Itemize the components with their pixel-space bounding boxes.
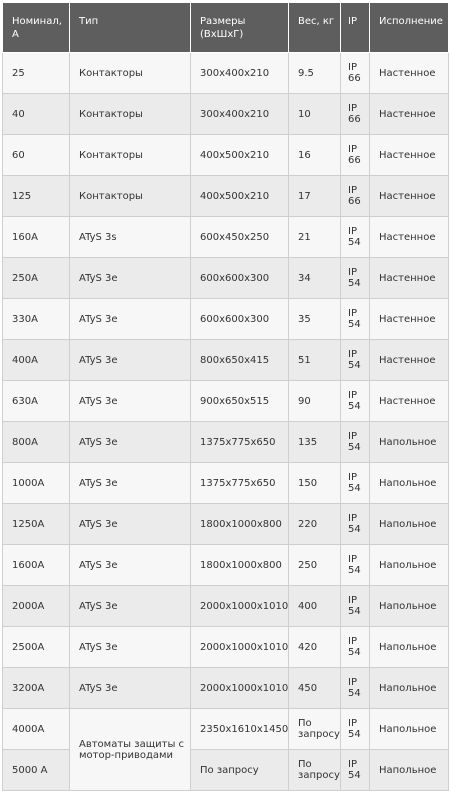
cell-dims: 800х650х415	[191, 340, 289, 381]
cell-dims: 300х400х210	[191, 94, 289, 135]
cell-dims: 600х450х250	[191, 217, 289, 258]
cell-weight: По запросу	[289, 750, 341, 791]
cell-ip: IP 54	[341, 627, 370, 668]
cell-execution: Напольное	[370, 709, 449, 750]
header-type: Тип	[70, 3, 191, 53]
cell-execution: Напольное	[370, 586, 449, 627]
cell-type: ATyS 3e	[70, 381, 191, 422]
cell-execution: Настенное	[370, 381, 449, 422]
header-ip: IP	[341, 3, 370, 53]
cell-weight: 9.5	[289, 53, 341, 94]
cell-nominal: 125	[3, 176, 70, 217]
cell-dims: 600х600х300	[191, 299, 289, 340]
cell-execution: Настенное	[370, 94, 449, 135]
cell-weight: 16	[289, 135, 341, 176]
cell-execution: Напольное	[370, 504, 449, 545]
cell-weight: 150	[289, 463, 341, 504]
cell-ip: IP 54	[341, 258, 370, 299]
header-dims: Размеры (ВхШхГ)	[191, 3, 289, 53]
cell-ip: IP 54	[341, 299, 370, 340]
cell-type: ATyS 3s	[70, 217, 191, 258]
cell-type: ATyS 3e	[70, 668, 191, 709]
cell-ip: IP 66	[341, 176, 370, 217]
cell-execution: Настенное	[370, 53, 449, 94]
cell-dims: 400х500х210	[191, 176, 289, 217]
cell-ip: IP 66	[341, 94, 370, 135]
cell-execution: Напольное	[370, 545, 449, 586]
cell-nominal: 25	[3, 53, 70, 94]
cell-type: ATyS 3e	[70, 586, 191, 627]
header-weight: Вес, кг	[289, 3, 341, 53]
cell-type: ATyS 3e	[70, 258, 191, 299]
cell-type: Контакторы	[70, 94, 191, 135]
cell-weight: 90	[289, 381, 341, 422]
cell-nominal: 630А	[3, 381, 70, 422]
cell-dims: 400х500х210	[191, 135, 289, 176]
specs-table	[2, 2, 449, 791]
cell-dims: 2350х1610х1450	[191, 709, 289, 750]
cell-weight: 220	[289, 504, 341, 545]
cell-weight: 450	[289, 668, 341, 709]
cell-weight: По запросу	[289, 709, 341, 750]
cell-ip: IP 54	[341, 463, 370, 504]
table-row	[3, 94, 449, 135]
cell-execution: Напольное	[370, 463, 449, 504]
table-row	[3, 750, 449, 791]
cell-ip: IP 54	[341, 504, 370, 545]
cell-weight: 21	[289, 217, 341, 258]
cell-nominal: 40	[3, 94, 70, 135]
table-row	[3, 668, 449, 709]
cell-ip: IP 54	[341, 586, 370, 627]
cell-type: Контакторы	[70, 176, 191, 217]
table-row	[3, 53, 449, 94]
cell-weight: 35	[289, 299, 341, 340]
cell-execution: Настенное	[370, 340, 449, 381]
table-row	[3, 135, 449, 176]
cell-nominal: 800А	[3, 422, 70, 463]
cell-execution: Напольное	[370, 668, 449, 709]
cell-type: ATyS 3e	[70, 504, 191, 545]
cell-type: ATyS 3e	[70, 299, 191, 340]
cell-dims: 1800х1000х800	[191, 504, 289, 545]
cell-nominal: 400А	[3, 340, 70, 381]
table-body	[3, 53, 449, 791]
cell-nominal: 4000А	[3, 709, 70, 750]
cell-nominal: 2000А	[3, 586, 70, 627]
cell-ip: IP 54	[341, 750, 370, 791]
cell-dims: 900х650х515	[191, 381, 289, 422]
table-row	[3, 340, 449, 381]
cell-dims: 1375х775х650	[191, 463, 289, 504]
cell-ip: IP 66	[341, 135, 370, 176]
header-execution: Исполнение	[370, 3, 449, 53]
cell-dims: 300х400х210	[191, 53, 289, 94]
cell-dims: 2000х1000х1010	[191, 668, 289, 709]
cell-type: ATyS 3e	[70, 340, 191, 381]
cell-execution: Настенное	[370, 258, 449, 299]
table-row	[3, 176, 449, 217]
cell-weight: 250	[289, 545, 341, 586]
cell-ip: IP 54	[341, 381, 370, 422]
cell-execution: Напольное	[370, 750, 449, 791]
cell-ip: IP 54	[341, 545, 370, 586]
cell-execution: Настенное	[370, 135, 449, 176]
cell-ip: IP 54	[341, 217, 370, 258]
cell-dims: 600х600х300	[191, 258, 289, 299]
cell-nominal: 1250А	[3, 504, 70, 545]
cell-weight: 400	[289, 586, 341, 627]
table-row	[3, 463, 449, 504]
cell-execution: Настенное	[370, 176, 449, 217]
cell-weight: 17	[289, 176, 341, 217]
table-row	[3, 586, 449, 627]
table-row	[3, 627, 449, 668]
cell-ip: IP 54	[341, 340, 370, 381]
cell-ip: IP 66	[341, 53, 370, 94]
cell-dims: 2000х1000х1010	[191, 627, 289, 668]
cell-type: Контакторы	[70, 53, 191, 94]
cell-type-merged: Автоматы защиты с мотор-приводами	[70, 709, 191, 791]
cell-weight: 420	[289, 627, 341, 668]
cell-dims: По запросу	[191, 750, 289, 791]
cell-nominal: 1600А	[3, 545, 70, 586]
cell-type: ATyS 3e	[70, 545, 191, 586]
cell-execution: Настенное	[370, 217, 449, 258]
cell-weight: 51	[289, 340, 341, 381]
cell-nominal: 60	[3, 135, 70, 176]
cell-execution: Напольное	[370, 627, 449, 668]
cell-type: ATyS 3e	[70, 627, 191, 668]
cell-type: Контакторы	[70, 135, 191, 176]
table-row	[3, 422, 449, 463]
cell-dims: 1375х775х650	[191, 422, 289, 463]
cell-weight: 34	[289, 258, 341, 299]
cell-nominal: 160А	[3, 217, 70, 258]
cell-nominal: 3200А	[3, 668, 70, 709]
header-nominal: Номинал, А	[3, 3, 70, 53]
cell-type: ATyS 3e	[70, 463, 191, 504]
header-row	[3, 3, 449, 53]
cell-ip: IP 54	[341, 668, 370, 709]
table-row	[3, 217, 449, 258]
cell-dims: 1800х1000х800	[191, 545, 289, 586]
cell-nominal: 5000 А	[3, 750, 70, 791]
table-row	[3, 504, 449, 545]
cell-nominal: 250А	[3, 258, 70, 299]
table-row	[3, 545, 449, 586]
cell-nominal: 1000А	[3, 463, 70, 504]
cell-nominal: 330А	[3, 299, 70, 340]
cell-execution: Настенное	[370, 299, 449, 340]
table-row	[3, 381, 449, 422]
table-row	[3, 258, 449, 299]
cell-weight: 135	[289, 422, 341, 463]
table-row	[3, 299, 449, 340]
cell-dims: 2000х1000х1010	[191, 586, 289, 627]
cell-nominal: 2500А	[3, 627, 70, 668]
table-row	[3, 709, 449, 750]
cell-execution: Напольное	[370, 422, 449, 463]
cell-ip: IP 54	[341, 422, 370, 463]
cell-weight: 10	[289, 94, 341, 135]
cell-ip: IP 54	[341, 709, 370, 750]
cell-type: ATyS 3e	[70, 422, 191, 463]
